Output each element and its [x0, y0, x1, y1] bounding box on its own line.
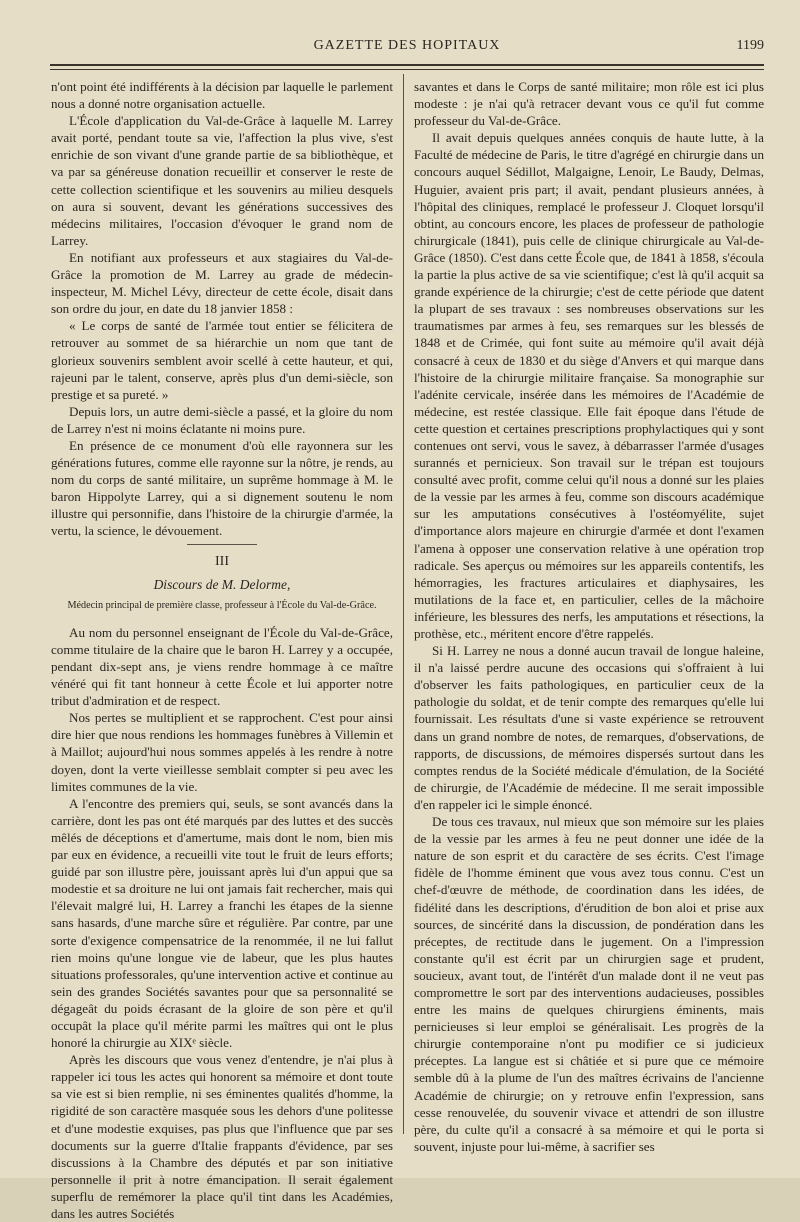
paragraph: Si H. Larrey ne nous a donné aucun travail de longue haleine, il n'a laissé perdre aucune des occasions qui s'offraient à lui d'observer les faits pathologiques, en particulier ceux de la pathologie du soldat, et de tenir compte des remarques qu'elle lui fournissait. Les résultats d'une si vaste expérience se retrouvent dans un grand nombre de notes, de remarques, d'observations, de rapports, de discussions, de mémoires dispersés surtout dans les comptes rendus de la Société médicale d'émulation, de la Société de chirurgie, de l'Académie de médecine. Il me serait impossible d'en rappeler ici le simple énoncé.	[414, 643, 764, 812]
section-separator	[187, 544, 257, 545]
paragraph: Après les discours que vous venez d'entendre, je n'ai plus à rappeler ici tous les actes qui honorent sa mémoire et dont toute sa vie est si bien remplie, ni ses éminentes qualités d'homme, la rigidité de son caractère masquée sous les dehors d'une politesse et d'une modestie exquises, pas plus que l'influence que par ses documents sur la guerre d'Italie frappants d'évidence, par ses discussions à la Chambre des députés et par son initiative personnelle il prit à notre émancipation. Il serait également superflu de remémorer la place qu'il tint dans les Académies, dans les autres Sociétés	[51, 1052, 393, 1221]
section-title: Discours de M. Delorme,	[153, 576, 291, 592]
right-column	[414, 78, 764, 1155]
paragraph: Depuis lors, un autre demi-siècle a passé, et la gloire du nom de Larrey n'est ni moins éclatante ni moins pure.	[51, 403, 393, 436]
paragraph: savantes et dans le Corps de santé militaire; mon rôle est ici plus modeste : je n'ai qu'à retracer devant vous ce qu'il fut comme professeur du Val-de-Grâce.	[414, 79, 764, 129]
paragraph: A l'encontre des premiers qui, seuls, se sont avancés dans la carrière, dont les pas ont été marqués par des luttes et des succès mêlés de déceptions et d'amertume, mais dont le nom, bien mis par eux en évidence, a recueilli vite tout le fruit de leurs efforts; guidé par son illustre père, jouissant après lui d'un appui que sa modestie et sa droiture ne lui ont jamais fait rechercher, mais qui l'élevait malgré lui, H. Larrey a franchi les étapes de la sienne sans hasards, d'une marche sûre et régulière. Par contre, par une sorte d'exigence compensatrice de la renommée, il ne lui fallut rien moins qu'une longue vie de labeur, que les plus hautes situations professorales, qu'une intervention active et continue au sein des grandes Sociétés savantes pour que sa personnalité se dégageât du poids écrasant de la gloire de son père et qu'il occupât la place qu'il mérite parmi les maîtres qui ont le plus honoré la chirurgie au XIXᵉ siècle.	[51, 795, 393, 1051]
quotation: « Le corps de santé de l'armée tout entier se félicitera de retrouver au sommet de sa hiérarchie un nom que tant de glorieux souvenirs semblent avoir scellé à cette hauteur, et qui, rajeuni par le talent, conserve, après plus d'un demi-siècle, son prestige et sa pureté. »	[51, 318, 393, 402]
page-number: 1199	[736, 38, 764, 53]
left-column	[51, 78, 393, 1222]
paragraph: De tous ces travaux, nul mieux que son mémoire sur les plaies de la vessie par les armes à feu ne peut donner une idée de la nature de son esprit et du caractère de ses écrits. C'est l'image fidèle de l'homme éminent que vous avez tous connu. C'est un chef-d'œuvre de méthode, de coordination dans les idées, de fidélité dans les descriptions, d'érudition de bon aloi et prise aux sources, de sincérité dans la discussion, de pondération dans les préceptes, de rectitude dans le jugement. On a l'impression constante qu'il est écrit par un chirurgien sage et prudent, soucieux, avant tout, de l'intérêt d'un malade dont il ne veut pas compromettre le sort par des interventions audacieuses, possibles entre les mains de quelques chirurgiens éminents, mais pernicieuses si leur emploi se généralisait. Les progrès de la chirurgie contemporaine n'ont pu modifier ce si judicieux préceptes. La langue est si châtiée et si pure que ce mémoire semble dû à la plume de l'un des maîtres écrivains de l'ancienne Académie de chirurgie; on y retrouve enfin l'expression, sans cesse renouvelée, du souvenir vivace et attendri de son illustre père, du culte qu'il a consacré à sa mémoire et qui le porta si souvent, injuste pour lui-même, à sacrifier ses	[414, 814, 764, 1154]
header-rule	[50, 64, 764, 70]
paragraph: Nos pertes se multiplient et se rapprochent. C'est pour ainsi dire hier que nous rendions les hommages funèbres à Villemin et à Maillot; aujourd'hui nous sommes appelés à les rendre à notre doyen, dont la verte vieillesse semblait compter si peu avec les limites communes de la vie.	[51, 710, 393, 794]
section-number: III	[215, 553, 229, 569]
paragraph: n'ont point été indifférents à la décision par laquelle le parlement nous a donné notre organisation actuelle.	[51, 79, 393, 112]
page-header	[50, 36, 764, 58]
paragraph: L'École d'application du Val-de-Grâce à laquelle M. Larrey avait porté, pendant toute sa vie, l'affection la plus vive, s'est enrichie de son vivant d'une grande partie de sa bibliothèque, et va par sa généreuse donation recueillir et conserver le reste de cette collection scientifique et les souvenirs au milieu desquels on aura si souvent, devant les générations successives des médecins militaires, l'occasion d'évoquer le grand nom de Larrey.	[51, 113, 393, 248]
running-title: GAZETTE DES HOPITAUX	[313, 38, 501, 53]
column-divider	[403, 74, 404, 1134]
paragraph: Il avait depuis quelques années conquis de haute lutte, à la Faculté de médecine de Paris, le titre d'agrégé en chirurgie dans un concours auquel Sédillot, Malgaigne, Lenoir, Le Baudy, Delmas, Huguier, avaient pris part; il avait, pendant plusieurs années, à l'hôpital des cliniques, remplacé le professeur J. Cloquet lorsqu'il obtint, au concours encore, les places de professeur de pathologie chirurgicale (1841), puis celle de clinique chirurgicale au Val-de-Grâce (1850). C'est dans cette École que, de 1841 à 1858, s'écoula la partie la plus active de sa vie scientifique; c'est là qu'il acquit sa grande expérience de la chirurgie; c'est de cette période que datent la plupart de ses travaux : ses nombreuses observations sur les traumatismes par armes à feu, ses remarques sur les blessés de 1848 et de Crimée, qui font suite au mémoire qu'il avait déjà consacré à ceux de 1830 et du siège d'Anvers et qui marque dans l'histoire de la chirurgie militaire française. Sa monographie sur l'adénite cervicale, insérée dans les mémoires de l'Académie de médecine, est restée classique. Elle fait époque dans l'étude de cette question et certaines prescriptions prophylactiques qui y sont contenues ont servi, vous le savez, à débarrasser l'armée d'usages surannés et pernicieux. Son travail sur le trépan est toujours consulté avec profit, comme celui qu'il nous a donné sur les plaies de la vessie par les armes à feu, comme son discours académique sur les amputations consécutives à l'ostéomyélite, sujet d'importance alors majeure en chirurgie d'armée et dont l'examen l'amena à opposer une conservation relative à une opération trop radicale. Ses aperçus ou mémoires sur les appareils contentifs, les hémorragies, les fractures articulaires et diaphysaires, les mutilations de la face et, en particulier, celles de la mâchoire inférieure, les blessures des nerfs, les amputations et résections, la prothèse, etc., méritent encore d'être rappelés.	[414, 130, 764, 641]
paragraph: En présence de ce monument d'où elle rayonnera sur les générations futures, comme elle rayonne sur la nôtre, je rends, au nom du corps de santé militaire, un suprême hommage à M. le baron Hippolyte Larrey, qui a si dignement soutenu le nom illustre qui personnifie, dans l'histoire de la chirurgie d'armée, la vertu, la science, le dévouement.	[51, 437, 393, 539]
section-subtitle: Médecin principal de première classe, professeur à l'École du Val-de-Grâce.	[67, 599, 377, 611]
paragraph: En notifiant aux professeurs et aux stagiaires du Val-de-Grâce la promotion de M. Larrey au grade de médecin-inspecteur, M. Michel Lévy, directeur de cette école, disait dans son ordre du jour, en date du 18 janvier 1858 :	[51, 249, 393, 317]
paragraph: Au nom du personnel enseignant de l'École du Val-de-Grâce, comme titulaire de la chaire que le baron H. Larrey y a occupée, pendant dix-sept ans, je viens rendre hommage à ce maître vénéré qui fit tant honneur à cette École et lui apporter notre tribut d'admiration et de respect.	[51, 624, 393, 709]
